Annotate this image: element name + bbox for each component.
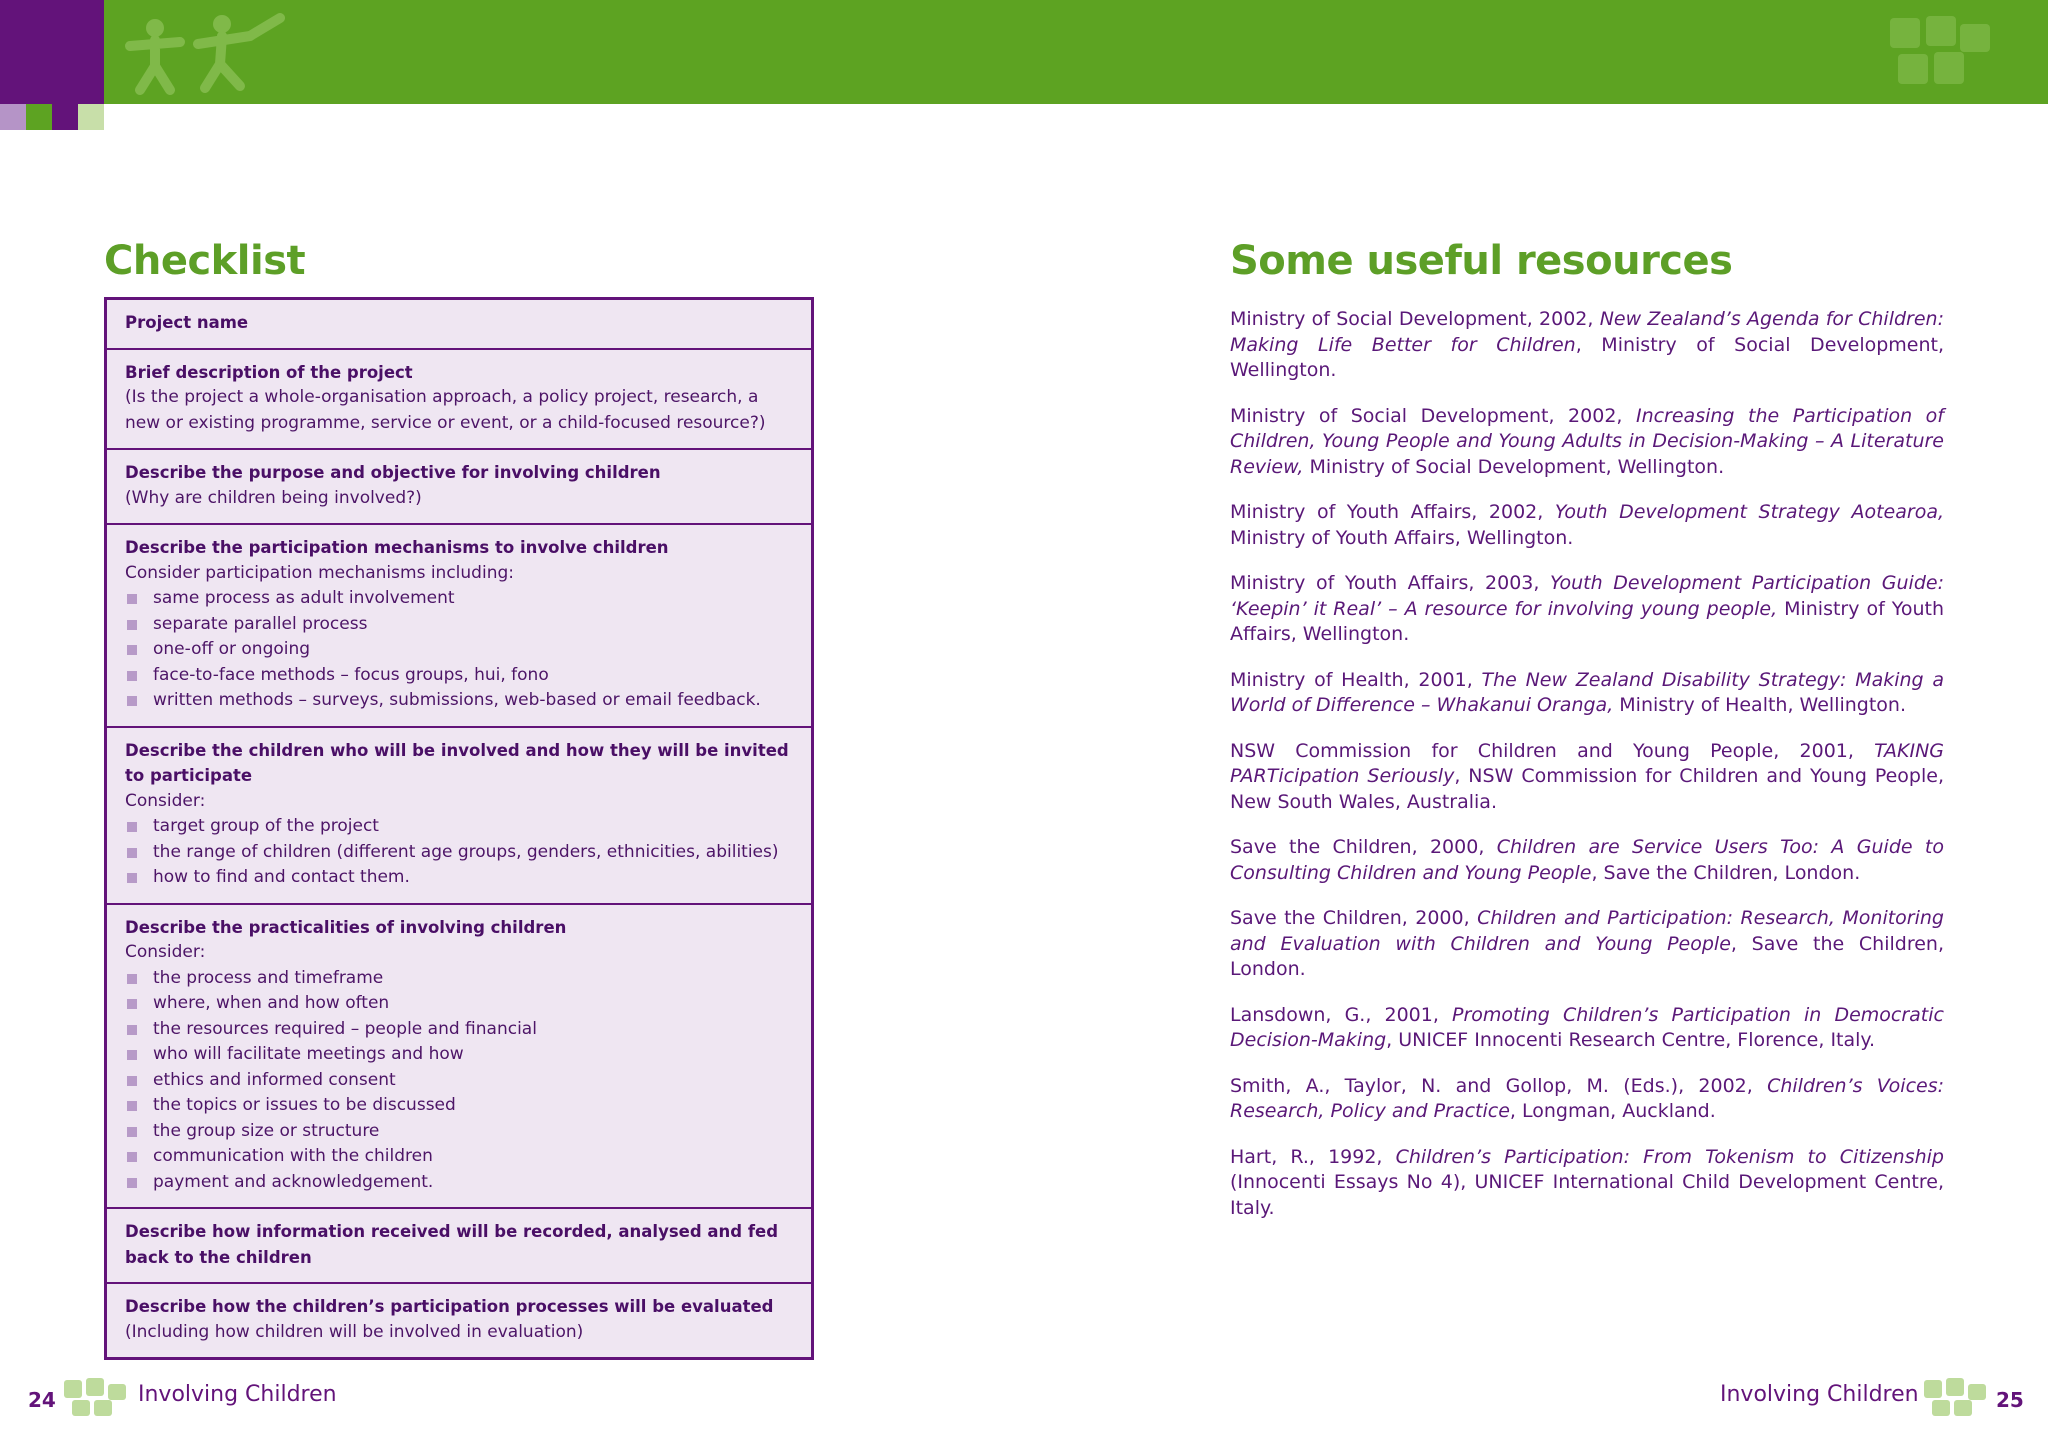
checklist-bullet-item: separate parallel process [125,612,793,638]
puzzle-pieces-icon [1880,8,2000,96]
checklist-row [107,728,811,905]
reference-title: TAKING PARTicipation Seriously [1230,739,1944,787]
reference-author: Ministry of Youth Affairs, 2002, [1230,501,1555,523]
reference-entry [1230,1003,1944,1054]
puzzle-pieces-icon [1920,1374,1990,1420]
header-band [0,0,2048,104]
checklist-row [107,350,811,451]
page-number-right: 25 [1996,1388,2024,1412]
reference-entry [1230,739,1944,816]
reference-author: Save the Children, 2000, [1230,907,1478,929]
resources-list [1230,307,1944,1241]
reference-entry [1230,307,1944,384]
checklist-bullet-item: communication with the children [125,1144,793,1170]
resources-title: Some useful resources [1230,238,1733,284]
reference-entry [1230,668,1944,719]
reference-publisher: , Longman, Auckland. [1509,1100,1716,1122]
checklist-row [107,525,811,728]
reference-entry [1230,835,1944,886]
checklist-bullet-list [125,586,793,714]
reference-publisher: , UNICEF Innocenti Research Centre, Florence, Italy. [1386,1029,1875,1051]
checklist-bullet-item: where, when and how often [125,991,793,1017]
reference-publisher: (Innocenti Essays No 4), UNICEF International Child Development Centre, Italy. [1230,1171,1944,1219]
checklist-row [107,1284,811,1357]
checklist-bullet-item: face-to-face methods – focus groups, hui, fono [125,663,793,689]
checklist-bullet-list [125,814,793,891]
reference-title: Promoting Children’s Participation in Democratic Decision-Making [1230,1003,1944,1051]
checklist-bullet-item: the process and timeframe [125,966,793,992]
checklist-row-text: (Is the project a whole-organisation approach, a policy project, research, a new or existing programme, service or event, or a child-focused resource?) [125,387,766,433]
reference-author: Lansdown, G., 2001, [1230,1003,1452,1026]
header-purple-block [0,0,104,104]
reference-title: Children are Service Users Too: A Guide to Consulting Children and Young People [1230,836,1944,884]
reference-title: New Zealand’s Agenda for Children: Making Life Better for Children [1230,308,1944,356]
reference-entry [1230,906,1944,983]
reference-entry [1230,1145,1944,1222]
checklist-bullet-item: payment and acknowledgement. [125,1170,793,1196]
checklist-bullet-item: same process as adult involvement [125,586,793,612]
checklist-row-text: Consider: [125,790,206,811]
reference-publisher: Ministry of Youth Affairs, Wellington. [1230,597,1944,645]
checklist-bullet-item: the resources required – people and financial [125,1017,793,1043]
checklist-bullet-item: target group of the project [125,814,793,840]
checklist-row-heading: Brief description of the project [125,362,413,382]
checklist-bullet-item: ethics and informed consent [125,1068,793,1094]
checklist-row-heading: Describe the children who will be involved and how they will be invited to participate [125,740,789,785]
checklist-row-heading: Describe how information received will be recorded, analysed and fed back to the children [125,1222,779,1267]
checklist-row [107,905,811,1210]
checklist-bullet-item: one-off or ongoing [125,637,793,663]
reference-publisher: , Ministry of Social Development, Wellington. [1230,333,1945,381]
checklist-row [107,1209,811,1284]
checklist-title: Checklist [104,238,306,284]
checklist-row-text: (Including how children will be involved in evaluation) [125,1321,584,1342]
reference-title: The New Zealand Disability Strategy: Making a World of Difference – Whakanui Oranga, [1230,668,1944,716]
checklist-bullet-item: how to find and contact them. [125,865,793,891]
checklist-bullet-item: written methods – surveys, submissions, web-based or email feedback. [125,688,793,714]
checklist-row-heading: Describe how the children’s participation processes will be evaluated [125,1297,774,1316]
checklist-row-heading: Describe the purpose and objective for involving children [125,463,661,482]
checklist-table [104,297,814,1360]
footer-title-left: Involving Children [138,1382,337,1407]
reference-entry [1230,1074,1944,1125]
checklist-bullet-item: who will facilitate meetings and how [125,1042,793,1068]
reference-author: Ministry of Social Development, 2002, [1230,404,1636,427]
reference-author: NSW Commission for Children and Young People, 2001, [1230,739,1875,762]
reference-publisher: , Save the Children, London. [1230,932,1944,980]
reference-publisher: Ministry of Youth Affairs, Wellington. [1230,526,1574,549]
checklist-row-heading: Describe the practicalities of involving children [125,917,567,937]
children-figures-icon [110,6,290,98]
checklist-row-text: Consider participation mechanisms including: [125,562,514,583]
reference-publisher: Ministry of Health, Wellington. [1613,694,1907,716]
reference-author: Ministry of Social Development, 2002, [1230,308,1600,330]
reference-title: Youth Development Strategy Aotearoa, [1554,501,1944,523]
reference-entry [1230,404,1944,481]
decor-square [26,104,52,130]
reference-title: Youth Development Participation Guide: ‘Keepin’ it Real’ – A resource for involving young people, [1230,572,1944,620]
checklist-row-text: Consider: [125,942,206,962]
reference-publisher: , Save the Children, London. [1591,861,1861,884]
reference-author: Ministry of Health, 2001, [1230,668,1482,691]
checklist-row-heading: Describe the participation mechanisms to involve children [125,538,669,557]
reference-title: Children’s Participation: From Tokenism to Citizenship [1395,1145,1944,1168]
reference-title: Increasing the Participation of Children, Young People and Young Adults in Decision-Making – A Literature Review, [1230,404,1944,478]
checklist-row [107,450,811,525]
checklist-bullet-list [125,966,793,1196]
page-number-left: 24 [28,1388,56,1412]
decor-square [0,104,26,130]
reference-title: Children and Participation: Research, Monitoring and Evaluation with Children and Young People [1230,907,1944,955]
reference-entry [1230,500,1944,551]
footer-title-right: Involving Children [1720,1382,1919,1407]
reference-author: Hart, R., 1992, [1230,1145,1396,1168]
puzzle-pieces-icon [60,1374,130,1420]
checklist-bullet-item: the topics or issues to be discussed [125,1093,793,1119]
reference-publisher: , NSW Commission for Children and Young People, New South Wales, Australia. [1230,765,1944,813]
reference-title: Children’s Voices: Research, Policy and Practice [1230,1074,1945,1122]
reference-publisher: Ministry of Social Development, Wellington. [1303,455,1725,478]
reference-author: Save the Children, 2000, [1230,836,1497,858]
reference-author: Smith, A., Taylor, N. and Gollop, M. (Eds.), 2002, [1230,1074,1768,1097]
checklist-bullet-item: the range of children (different age groups, genders, ethnicities, abilities) [125,840,793,866]
decor-square [52,104,78,130]
checklist-row-text: (Why are children being involved?) [125,487,422,508]
checklist-row [107,300,811,350]
reference-author: Ministry of Youth Affairs, 2003, [1230,572,1550,594]
checklist-bullet-item: the group size or structure [125,1119,793,1145]
decor-square [78,104,104,130]
checklist-row-heading: Project name [125,313,249,332]
reference-entry [1230,571,1944,648]
